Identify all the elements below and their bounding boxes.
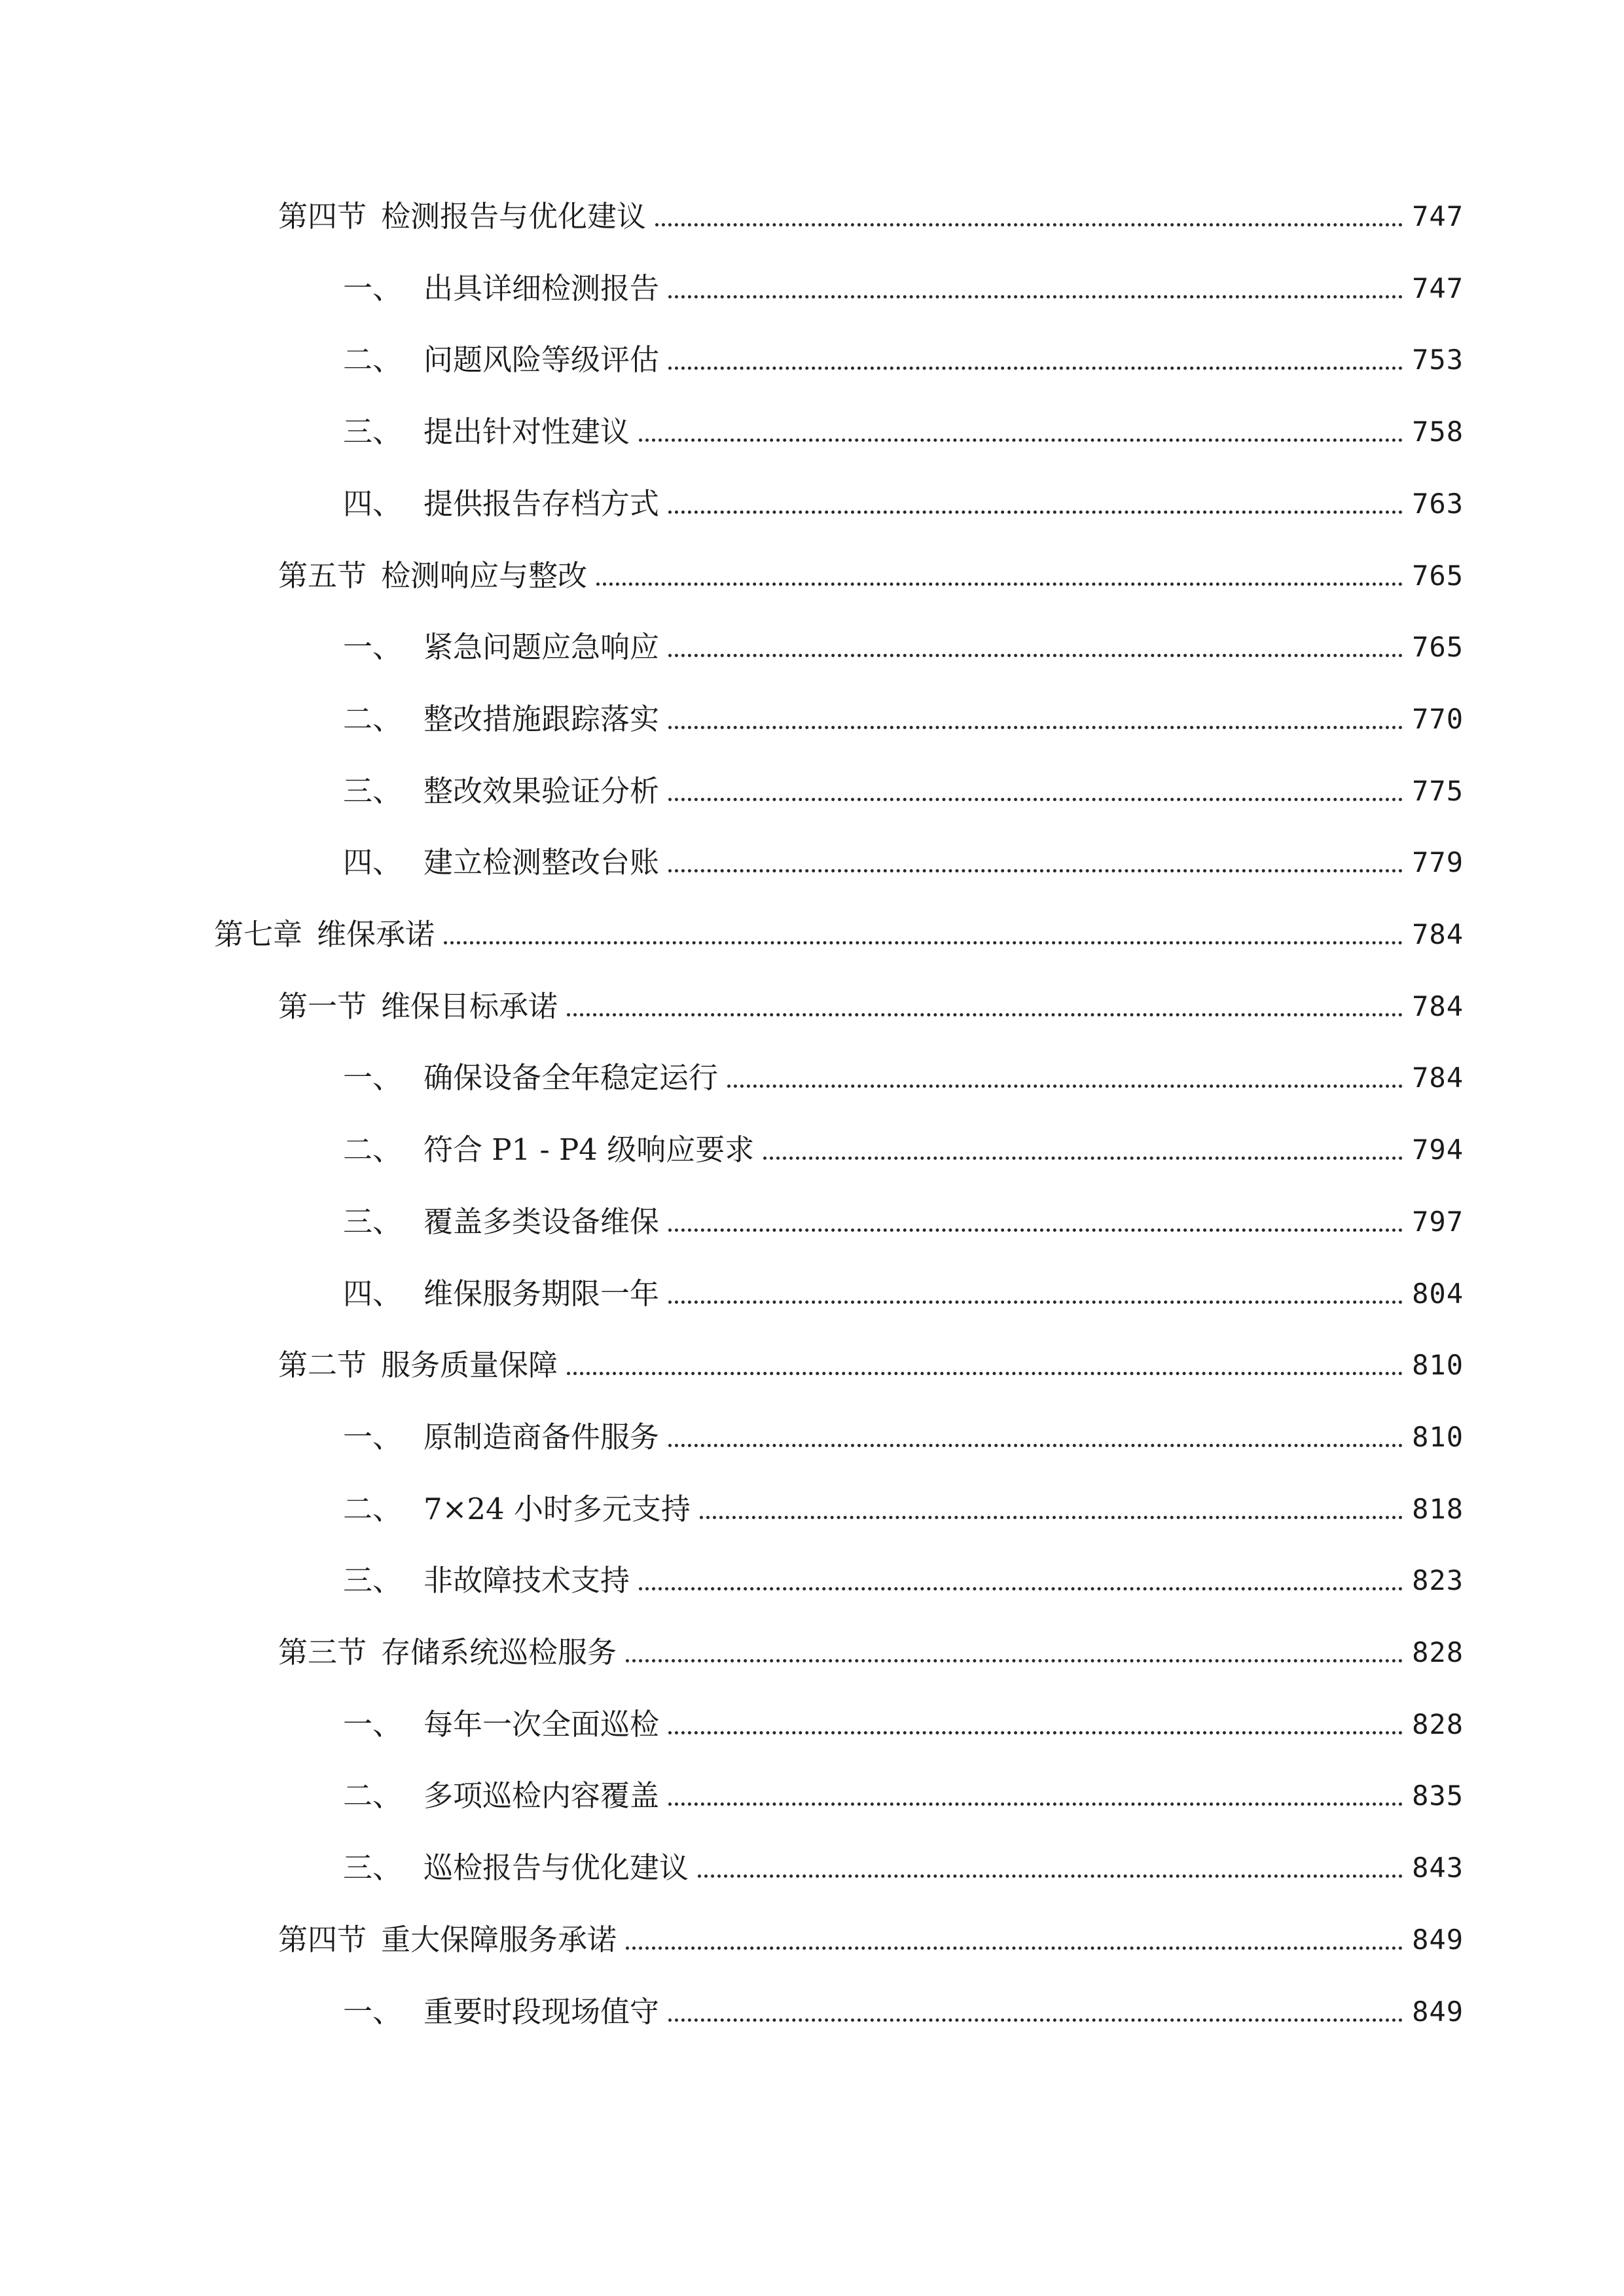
- toc-dot-leader: [668, 653, 1403, 657]
- toc-page-number: 779: [1412, 846, 1464, 878]
- toc-entry-title: [424, 1271, 659, 1317]
- toc-entry-title-text: 出具详细检测报告: [424, 271, 660, 306]
- toc-dot-leader: [668, 1443, 1403, 1447]
- toc-entry-title-text: 巡检报告与优化建议: [424, 1850, 689, 1885]
- toc-entry[interactable]: [343, 1702, 1464, 1748]
- toc-entry[interactable]: [278, 194, 1464, 240]
- toc-entry-title-text: 检测报告与优化建议: [381, 199, 647, 234]
- toc-page-number: 747: [1412, 272, 1464, 304]
- toc-entry-title: [424, 1558, 630, 1604]
- toc-entry-title-text: 多项巡检内容覆盖: [424, 1778, 660, 1813]
- toc-entry-number: 二、: [343, 1492, 403, 1526]
- toc-page-number: 810: [1412, 1421, 1464, 1453]
- toc-entry-title: [278, 1917, 617, 1963]
- toc-page-number: 747: [1412, 200, 1464, 232]
- toc-entry-number: 二、: [343, 1132, 403, 1167]
- toc-page-number: 763: [1412, 488, 1464, 520]
- toc-entry[interactable]: [278, 1630, 1464, 1676]
- toc-page-number: 818: [1412, 1493, 1464, 1525]
- toc-entry[interactable]: [343, 1055, 1464, 1101]
- toc-entry-title: [278, 1630, 617, 1676]
- toc-entry-number: 三、: [343, 774, 403, 808]
- toc-entry-title: [278, 553, 587, 599]
- toc-page-number: 797: [1412, 1206, 1464, 1238]
- toc-entry-label: 第一节: [278, 989, 367, 1024]
- toc-entry-title-text: 7×24 小时多元支持: [424, 1492, 691, 1526]
- toc-page-number: 775: [1412, 775, 1464, 807]
- toc-entry[interactable]: [343, 696, 1464, 742]
- toc-entry[interactable]: [343, 1989, 1464, 2035]
- toc-entry-title: [424, 409, 630, 455]
- toc-entry-title: [278, 1342, 558, 1388]
- toc-entry-number: 一、: [343, 1420, 403, 1454]
- toc-page-number: 835: [1412, 1780, 1464, 1812]
- toc-entry-number: 一、: [343, 271, 403, 306]
- toc-dot-leader: [639, 1587, 1403, 1590]
- toc-dot-leader: [668, 1731, 1403, 1734]
- toc-entry-title-text: 原制造商备件服务: [424, 1420, 660, 1454]
- toc-entry-number: 二、: [343, 1778, 403, 1813]
- toc-page-number: 784: [1412, 1062, 1464, 1094]
- toc-entry-label: 第二节: [278, 1348, 367, 1382]
- toc-dot-leader: [596, 582, 1403, 586]
- toc-entry-title-text: 服务质量保障: [381, 1348, 558, 1382]
- toc-entry-title: [424, 1414, 659, 1460]
- toc-page-number: 828: [1412, 1708, 1464, 1740]
- toc-entry-title-text: 提出针对性建议: [424, 414, 630, 449]
- toc-page-number: 849: [1412, 1924, 1464, 1956]
- toc-entry[interactable]: [343, 768, 1464, 814]
- toc-dot-leader: [655, 223, 1403, 226]
- toc-entry[interactable]: [343, 1773, 1464, 1819]
- toc-entry-number: 四、: [343, 486, 403, 521]
- toc-entry[interactable]: [343, 1558, 1464, 1604]
- toc-entry-title-text: 确保设备全年稳定运行: [424, 1060, 719, 1095]
- toc-entry-title: [424, 1199, 659, 1245]
- toc-entry-title: [424, 768, 659, 814]
- toc-entry[interactable]: [343, 409, 1464, 455]
- toc-dot-leader: [763, 1156, 1403, 1160]
- toc-page-number: 810: [1412, 1349, 1464, 1381]
- toc-entry-title-text: 非故障技术支持: [424, 1563, 630, 1598]
- toc-entry[interactable]: [343, 266, 1464, 312]
- toc-page-number: 849: [1412, 1996, 1464, 2028]
- toc-entry-number: 一、: [343, 630, 403, 664]
- toc-entry-title: [424, 481, 659, 527]
- toc-entry-title-text: 存储系统巡检服务: [381, 1635, 617, 1670]
- toc-page-number: 765: [1412, 560, 1464, 592]
- toc-entry-number: 一、: [343, 1060, 403, 1095]
- toc-entry-number: 一、: [343, 1707, 403, 1742]
- toc-entry-title: [424, 1989, 659, 2035]
- toc-entry-label: 第五节: [278, 558, 367, 593]
- toc-entry-title: [424, 1486, 691, 1532]
- toc-entry[interactable]: [343, 624, 1464, 670]
- toc-entry-number: 二、: [343, 342, 403, 377]
- toc-entry-title: [424, 1702, 659, 1748]
- toc-entry-number: 三、: [343, 1563, 403, 1598]
- toc-page-number: 758: [1412, 416, 1464, 448]
- toc-entry-title: [214, 912, 435, 958]
- toc-entry-number: 三、: [343, 414, 403, 449]
- toc-entry-title-text: 紧急问题应急响应: [424, 630, 660, 664]
- toc-entry-title: [424, 1127, 754, 1173]
- toc-dot-leader: [444, 941, 1403, 944]
- toc-page-number: 784: [1412, 918, 1464, 950]
- toc-dot-leader: [668, 1802, 1403, 1806]
- toc-entry[interactable]: [343, 1199, 1464, 1245]
- toc-entry-label: 第七章: [214, 917, 303, 952]
- toc-entry[interactable]: [343, 1486, 1464, 1532]
- toc-entry[interactable]: [278, 1917, 1464, 1963]
- toc-page-number: 843: [1412, 1852, 1464, 1884]
- toc-entry[interactable]: [343, 1127, 1464, 1173]
- toc-dot-leader: [668, 797, 1403, 801]
- toc-entry-title-text: 整改措施跟踪落实: [424, 702, 660, 736]
- toc-entry-title-text: 检测响应与整改: [381, 558, 588, 593]
- toc-entry[interactable]: [278, 984, 1464, 1030]
- toc-entry-title-text: 重大保障服务承诺: [381, 1922, 617, 1957]
- toc-dot-leader: [626, 1946, 1403, 1950]
- toc-page-number: 753: [1412, 344, 1464, 376]
- toc-dot-leader: [639, 438, 1403, 442]
- toc-entry-title-text: 问题风险等级评估: [424, 342, 660, 377]
- toc-dot-leader: [698, 1874, 1403, 1878]
- toc-entry[interactable]: [343, 1845, 1464, 1891]
- toc-page-number: 823: [1412, 1564, 1464, 1596]
- toc-entry[interactable]: [343, 337, 1464, 383]
- toc-entry-number: 三、: [343, 1204, 403, 1239]
- toc-entry-title-text: 符合 P1 - P4 级响应要求: [424, 1132, 755, 1167]
- toc-entry-title-text: 建立检测整改台账: [424, 845, 660, 880]
- toc-entry-label: 第四节: [278, 199, 367, 234]
- toc-dot-leader: [700, 1515, 1403, 1519]
- toc-entry-title-text: 提供报告存档方式: [424, 486, 660, 521]
- toc-page-number: 828: [1412, 1636, 1464, 1668]
- toc-entry[interactable]: [278, 553, 1464, 599]
- toc-entry-number: 四、: [343, 845, 403, 880]
- toc-entry-title-text: 重要时段现场值守: [424, 1994, 660, 2029]
- toc-page-number: 770: [1412, 703, 1464, 735]
- toc-dot-leader: [668, 1228, 1403, 1232]
- toc-dot-leader: [668, 725, 1403, 729]
- toc-entry[interactable]: [343, 840, 1464, 886]
- toc-dot-leader: [668, 1300, 1403, 1304]
- toc-page-number: 784: [1412, 990, 1464, 1022]
- toc-entry-number: 三、: [343, 1850, 403, 1885]
- toc-entry-label: 第四节: [278, 1922, 367, 1957]
- toc-entry[interactable]: [343, 1414, 1464, 1460]
- toc-entry-title: [278, 194, 646, 240]
- toc-entry-title-text: 覆盖多类设备维保: [424, 1204, 660, 1239]
- toc-entry-title: [424, 840, 659, 886]
- toc-entry-title: [424, 696, 659, 742]
- toc-entry-number: 四、: [343, 1276, 403, 1311]
- toc-dot-leader: [668, 869, 1403, 872]
- toc-entry-title: [424, 1773, 659, 1819]
- toc-entry[interactable]: [343, 1271, 1464, 1317]
- toc-entry-title-text: 维保目标承诺: [381, 989, 558, 1024]
- toc-entry-title: [278, 984, 558, 1030]
- toc-entry-title: [424, 624, 659, 670]
- toc-dot-leader: [567, 1013, 1403, 1016]
- toc-entry-title: [424, 1055, 718, 1101]
- toc-entry-label: 第三节: [278, 1635, 367, 1670]
- toc-entry-title-text: 整改效果验证分析: [424, 774, 660, 808]
- toc-entry[interactable]: [214, 912, 1464, 958]
- toc-entry-number: 二、: [343, 702, 403, 736]
- toc-entry[interactable]: [278, 1342, 1464, 1388]
- toc-dot-leader: [668, 366, 1403, 370]
- toc-dot-leader: [567, 1371, 1403, 1375]
- toc-entry[interactable]: [343, 481, 1464, 527]
- toc-dot-leader: [668, 2018, 1403, 2022]
- toc-dot-leader: [668, 510, 1403, 514]
- toc-entry-title: [424, 1845, 689, 1891]
- toc-entry-title-text: 维保承诺: [317, 917, 435, 952]
- toc-page-number: 765: [1412, 631, 1464, 663]
- toc-dot-leader: [626, 1659, 1403, 1662]
- toc-entry-title-text: 每年一次全面巡检: [424, 1707, 660, 1742]
- toc-dot-leader: [727, 1084, 1403, 1088]
- toc-entry-title: [424, 337, 659, 383]
- toc-dot-leader: [668, 295, 1403, 298]
- toc-entry-number: 一、: [343, 1994, 403, 2029]
- toc-entry-title: [424, 266, 659, 312]
- toc-page-number: 794: [1412, 1134, 1464, 1166]
- toc-page-number: 804: [1412, 1278, 1464, 1310]
- toc-entry-title-text: 维保服务期限一年: [424, 1276, 660, 1311]
